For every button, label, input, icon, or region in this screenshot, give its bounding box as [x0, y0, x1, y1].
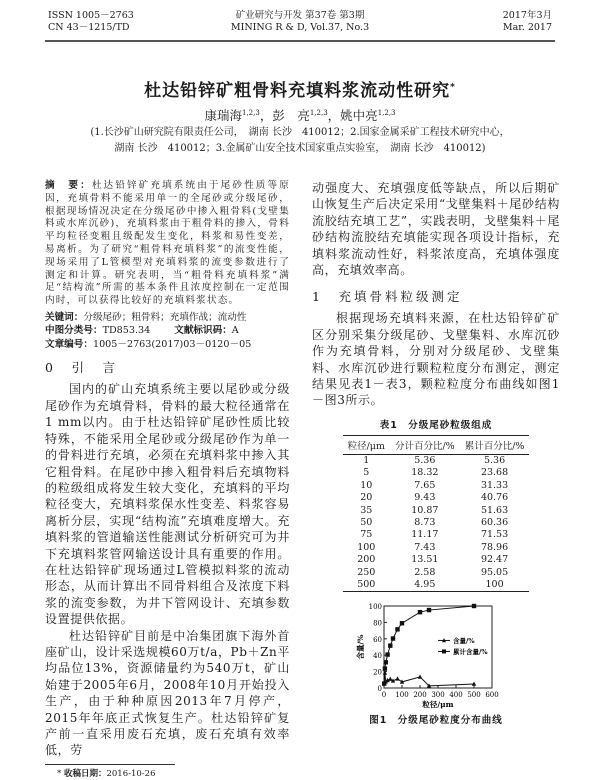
- data-point-cumulative: [418, 610, 422, 614]
- table-cell: 200: [357, 554, 376, 566]
- data-point-cumulative: [427, 608, 431, 612]
- table-cell: 60.36: [480, 516, 509, 528]
- table-row: [343, 467, 530, 479]
- data-point-cumulative: [388, 644, 392, 648]
- table-cell: 7.43: [414, 541, 436, 553]
- author-name: 姚中亮: [340, 108, 378, 123]
- keywords: 关键词：分级尾砂；粗骨料；充填作战；流动性: [45, 311, 247, 323]
- x-tick-label: 200: [413, 691, 427, 700]
- table-cell: 9.43: [414, 492, 436, 504]
- article-number: 1005－2763(2017)03－0120－05: [92, 338, 252, 350]
- article-number-line: 文章编号：1005－2763(2017)03－0120－05: [45, 338, 252, 350]
- data-point-cumulative: [383, 667, 387, 671]
- table-cell: 18.32: [411, 467, 439, 479]
- legend-marker-square: [442, 650, 446, 654]
- legend-label: 含量/%: [453, 637, 475, 646]
- data-point-cumulative: [400, 621, 404, 625]
- affiliation-line: (1.长沙矿山研究院有限责任公司， 湖南 长沙 410012；2.国家金属采矿工程技术研究中心，: [90, 127, 510, 138]
- table-row: [343, 529, 530, 541]
- table-cell: 5: [363, 467, 370, 479]
- x-axis-label: 粒径/μm: [422, 700, 454, 710]
- table-cell: 1: [363, 454, 370, 466]
- table-cell: 31.33: [480, 479, 509, 491]
- table-cell: 40.76: [480, 492, 509, 504]
- cn-number: CN 43－1215/TD: [48, 22, 130, 33]
- table-cell: 4.95: [390, 579, 460, 592]
- abstract-label: 摘 要：: [45, 180, 92, 191]
- data-point-cumulative: [472, 604, 476, 608]
- table-cell: 11.17: [411, 529, 439, 541]
- figure1: [312, 600, 560, 710]
- y-tick-label: 20: [373, 668, 382, 677]
- legend-label: 累计含量/%: [453, 648, 488, 657]
- table-row: [343, 517, 530, 529]
- table-cell: 20: [360, 492, 373, 504]
- table-cell: 250: [357, 566, 376, 578]
- table-cell: 100: [357, 541, 376, 553]
- table-cell: 75: [360, 529, 373, 541]
- table-cell: 71.53: [480, 529, 509, 541]
- footnote-mark: *: [57, 768, 62, 779]
- table-row: [343, 554, 530, 566]
- y-tick-label: 100: [368, 603, 382, 612]
- table1-caption: 表1 分级尾砂粒级组成: [379, 419, 493, 431]
- journal-name-block: [200, 10, 400, 34]
- y-tick-label: 80: [373, 619, 382, 628]
- table-row: [343, 567, 530, 579]
- table1: [343, 435, 530, 592]
- table-cell: 23.68: [480, 467, 509, 479]
- table-cell: 5.36: [483, 454, 506, 466]
- title-footnote-mark: *: [450, 82, 456, 93]
- x-tick-label: 300: [431, 691, 445, 700]
- table-row: [343, 505, 530, 517]
- date-cn: 2017年3月: [502, 10, 552, 21]
- intro-paragraph-1: 国内的矿山充填系统主要以尾砂或分级尾砂作为充填骨料，骨料的最大粒径通常在1 mm以内。由于杜达铅锌矿尾砂性质比较特殊，不能采用全尾砂或分级尾砂作为单一的骨料进行充填，必须在充填料浆中掺入其它粗骨料。在尾砂中掺入粗骨料后充填物料的粒级组成将发生较大变化，充填料的平均粒径变大，充填料浆保水性变差、料浆容易离析分层，实现“结构流”充填难度增大。充填料浆的管道输送性能测试分析研究可为井下充填料浆管网输送设计具有重要的作用。在杜达铅锌矿现场通过L管模拟料浆的流动形态，从而计算出不同骨料组合及浓度下料浆的流变参数，为井下管网设计、充填参数设置提供依据。: [45, 382, 290, 627]
- table-cell: 51.63: [480, 504, 509, 516]
- footnote-rule: [45, 764, 175, 765]
- abstract: [45, 180, 290, 308]
- table-cell: 7.65: [414, 479, 436, 491]
- author-list: 康瑞海$^{1,2,3}$，彭 亮$^{1,2,3}$，姚中亮$^{1,2,3}$: [204, 108, 396, 123]
- y-tick-label: 0: [377, 685, 382, 694]
- x-tick-label: 100: [395, 691, 409, 700]
- data-point-content: [395, 677, 399, 681]
- x-tick-label: 500: [467, 691, 481, 700]
- table-cell: 8.73: [414, 516, 436, 528]
- table-cell: 10.87: [411, 504, 439, 516]
- affiliations: [0, 125, 600, 157]
- header-rule: [45, 40, 555, 42]
- classification-line: 中图分类号：TD853.34 文献标识码：A: [45, 325, 239, 337]
- right-intro-paragraph: 动强度大、充填强度低等缺点，所以后期矿山恢复生产后决定采用“戈壁集料＋尾砂结构流胶结充填工艺”，实践表明，戈壁集料＋尾砂结构流胶结充填能实现各项设计指标，充填料浆流动性好，料浆浓度高，充填体强度高，充填效率高。: [312, 181, 560, 278]
- issn: ISSN 1005－2763: [48, 10, 134, 21]
- y-tick-label: 60: [373, 636, 382, 645]
- left-column: [45, 180, 290, 780]
- data-point-cumulative: [384, 660, 388, 664]
- table-cell: 10: [360, 479, 373, 491]
- author-affiliation: 1,2,3: [242, 108, 260, 117]
- table-cell: 500: [343, 579, 390, 592]
- figure1-caption: 图1 分级尾砂粒度分布曲线: [369, 715, 503, 727]
- date-en: Mar. 2017: [502, 22, 552, 33]
- section-heading-introduction: 0 引 言: [45, 360, 118, 376]
- table-row: [343, 480, 530, 492]
- table-row: [343, 579, 530, 592]
- table-cell: 78.96: [480, 541, 509, 553]
- table-cell: 13.51: [411, 554, 439, 566]
- table-cell: 100: [460, 579, 530, 592]
- table-cell: 35: [360, 504, 373, 516]
- journal-name-cn: 矿业研究与开发 第37卷 第3期: [235, 10, 365, 21]
- y-tick-label: 40: [373, 652, 382, 661]
- table-row: [343, 542, 530, 554]
- x-tick-label: 0: [381, 691, 387, 700]
- section1-paragraph: 根据现场充填料来源，在杜达铅锌矿矿区分别采集分级尾砂、戈壁集料、水库沉砂作为充填骨料，分别对分级尾砂、戈壁集料、水库沉砂进行颗粒粒度分布测定，测定结果见表1－表3，颗粒粒度分布曲线如图1－图3所示。: [312, 311, 560, 408]
- document-code: A: [231, 325, 239, 337]
- table-cell: 5.36: [414, 454, 436, 466]
- data-point-content: [418, 675, 422, 679]
- author-name: 康瑞海: [204, 108, 242, 123]
- section-heading-1: 1 充填骨料粒级测定: [312, 289, 463, 305]
- received-date: 2016-10-26: [106, 768, 156, 779]
- keywords-text: 分级尾砂；粗骨料；充填作战；流动性: [83, 311, 247, 323]
- intro-paragraph-2: 杜达铅锌矿目前是中冶集团旗下海外首座矿山，设计采选规模60万t/a，Pb＋Zn平均品位13%，资源储量约为540万t，矿山始建于2005年6月，2008年10月开始投入生产，由于种种原因2013年7月停产，2015年年底正式恢复生产。杜达铅锌矿复产前一直采用废石充填，废石充填有效率低，劳: [45, 628, 290, 758]
- table-cell: 50: [360, 516, 373, 528]
- paper-title: [0, 76, 600, 101]
- journal-issn-block: [48, 10, 188, 34]
- table-row: [343, 492, 530, 504]
- data-point-cumulative: [391, 637, 395, 641]
- data-point-cumulative: [395, 627, 399, 631]
- article-meta: [45, 311, 290, 352]
- data-point-cumulative: [382, 682, 386, 686]
- clc-number: TD853.34: [102, 325, 151, 337]
- author-affiliation: 1,2,3: [309, 108, 328, 117]
- table-cell: 92.47: [480, 554, 509, 566]
- data-point-content: [388, 677, 392, 681]
- affiliation-line: 湖南 长沙 410012；3.金属矿山安全技术国家重点实验室， 湖南 长沙 410012): [114, 143, 486, 154]
- footnote-label: 收稿日期：: [63, 768, 107, 779]
- title-text: 杜达铅锌矿粗骨料充填料浆流动性研究: [144, 81, 451, 101]
- data-point-cumulative: [385, 653, 389, 657]
- x-tick-label: 600: [485, 691, 499, 700]
- column-header: 累计百分比/%: [460, 435, 530, 454]
- right-column: [312, 180, 560, 728]
- author-affiliation: 1,2,3: [377, 108, 396, 117]
- journal-name-en: MINING R & D, Vol.37, No.3: [230, 22, 370, 33]
- footnote-received-date: [45, 768, 290, 780]
- issue-date-block: [432, 10, 552, 34]
- abstract-text: 杜达铅锌矿充填系统由于尾砂性质等原因，充填骨料不能采用单一的全尾砂或分级尾砂，根据现场情况决定在分级尾砂中掺入粗骨料(戈壁集料或水库沉砂)，充填料浆由于粗骨料的掺入，骨料平均粒径变粗且级配发生变化，料浆和易性变差，易离析。为了研究“粗骨料充填料浆”的流变性能，现场采用了L管模型对充填料浆的流变参数进行了测定和计算。研究表明，当“粗骨料充填料浆”满足“结构流”所需的基本条件且浓度控制在一定范围内时，可以获得比较好的充填料浆状态。: [45, 180, 290, 307]
- table-header-row: [343, 435, 530, 454]
- table-cell: 2.58: [414, 566, 436, 578]
- table-row: [343, 454, 530, 467]
- table-cell: 95.05: [480, 566, 509, 578]
- y-axis-label: 含量/%: [356, 634, 365, 660]
- column-header: 粒径/μm: [343, 435, 390, 454]
- figure1-chart: [356, 600, 516, 710]
- x-tick-label: 400: [449, 691, 463, 700]
- author-name: 彭 亮: [272, 108, 310, 123]
- column-header: 分计百分比/%: [390, 435, 460, 454]
